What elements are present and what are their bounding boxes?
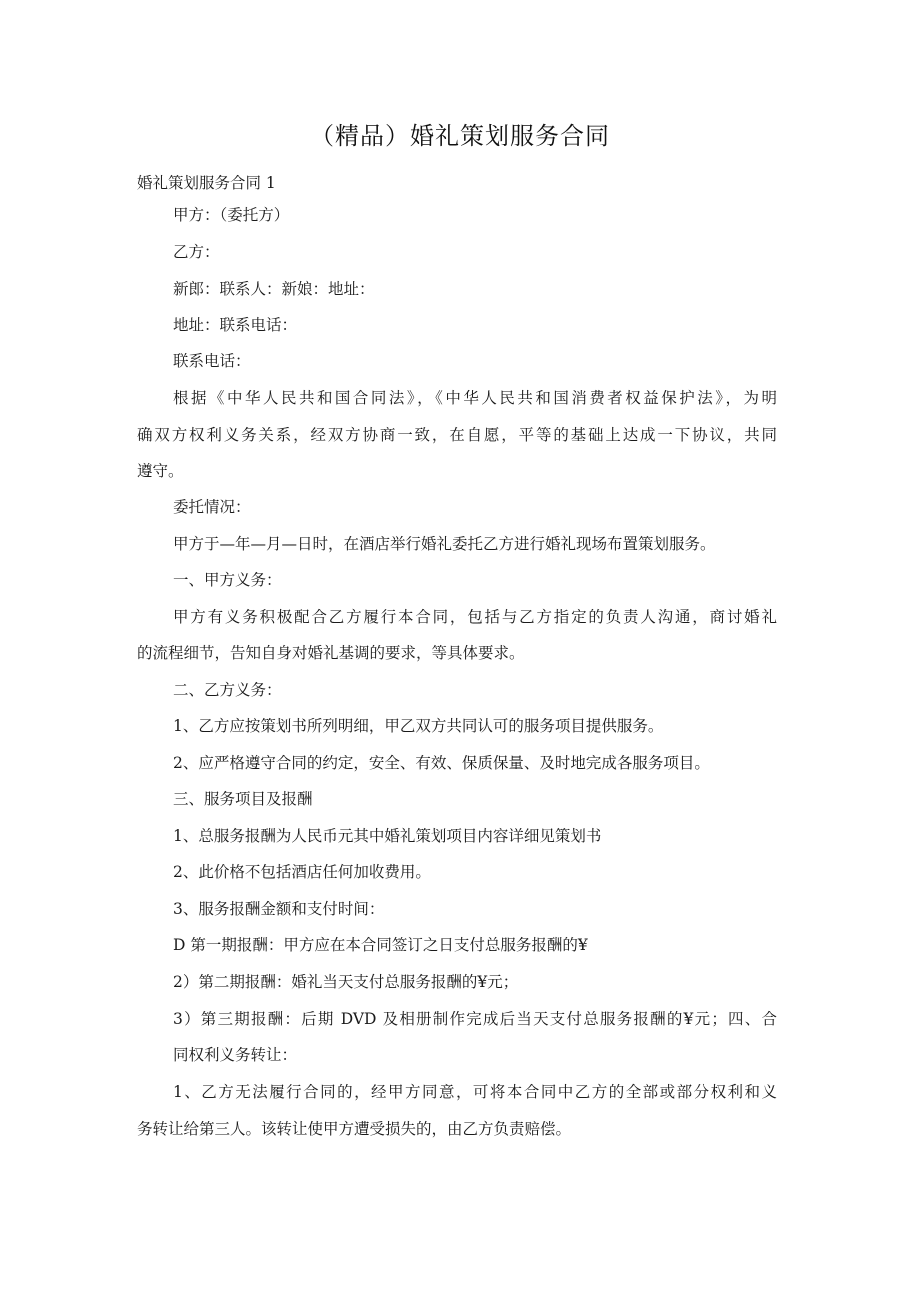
address-line: 地址：联系电话： (173, 316, 298, 334)
section2-heading: 二、乙方义务： (173, 681, 282, 699)
section2-item: 2、应严格遵守合同的约定，安全、有效、保质保量、及时地完成各服务项目。 (173, 754, 710, 772)
section4-item-line: 1、乙方无法履行合同的，经甲方同意，可将本合同中乙方的全部或部分权利和义 (173, 1083, 777, 1101)
section1-text-line: 甲方有义务积极配合乙方履行本合同，包括与乙方指定的负责人沟通，商讨婚礼 (173, 608, 777, 626)
section2-item: 1、乙方应按策划书所列明细，甲乙双方共同认可的服务项目提供服务。 (173, 717, 664, 735)
contract-subtitle: 婚礼策划服务合同 1 (137, 174, 276, 192)
section4-item-line: 务转让给第三人。该转让使甲方遭受损失的，由乙方负责赔偿。 (137, 1120, 572, 1138)
phone-line: 联系电话： (173, 352, 251, 370)
section3-item: 3、服务报酬金额和支付时间： (173, 900, 385, 918)
commission-heading: 委托情况： (173, 498, 251, 516)
payment-line: D 第一期报酬：甲方应在本合同签订之日支付总服务报酬的¥ (173, 936, 588, 954)
document-title: （精品）婚礼策划服务合同 (310, 122, 610, 150)
party-a-line: 甲方：（委托方） (173, 206, 290, 224)
section4-heading: 同权利义务转让： (173, 1046, 298, 1064)
section3-heading: 三、服务项目及报酬 (173, 790, 313, 808)
section3-item: 1、总服务报酬为人民币元其中婚礼策划项目内容详细见策划书 (173, 827, 602, 845)
section1-text-line: 的流程细节，告知自身对婚礼基调的要求，等具体要求。 (137, 644, 525, 662)
groom-contact-line: 新郎：联系人：新娘：地址： (173, 280, 375, 298)
preamble-line: 确双方权利义务关系，经双方协商一致，在自愿，平等的基础上达成一下协议，共同 (137, 426, 777, 444)
section3-item: 2、此价格不包括酒店任何加收费用。 (173, 863, 431, 881)
section1-heading: 一、甲方义务： (173, 571, 282, 589)
payment-line: 3）第三期报酬：后期 DVD 及相册制作完成后当天支付总服务报酬的¥元；四、合 (173, 1010, 777, 1028)
commission-text: 甲方于—年—月—日时，在酒店举行婚礼委托乙方进行婚礼现场布置策划服务。 (173, 535, 716, 553)
payment-line: 2）第二期报酬：婚礼当天支付总服务报酬的¥元； (173, 973, 519, 991)
preamble-line: 遵守。 (137, 462, 184, 480)
party-b-line: 乙方： (173, 243, 220, 261)
preamble-line: 根据《中华人民共和国合同法》，《中华人民共和国消费者权益保护法》，为明 (173, 389, 777, 407)
